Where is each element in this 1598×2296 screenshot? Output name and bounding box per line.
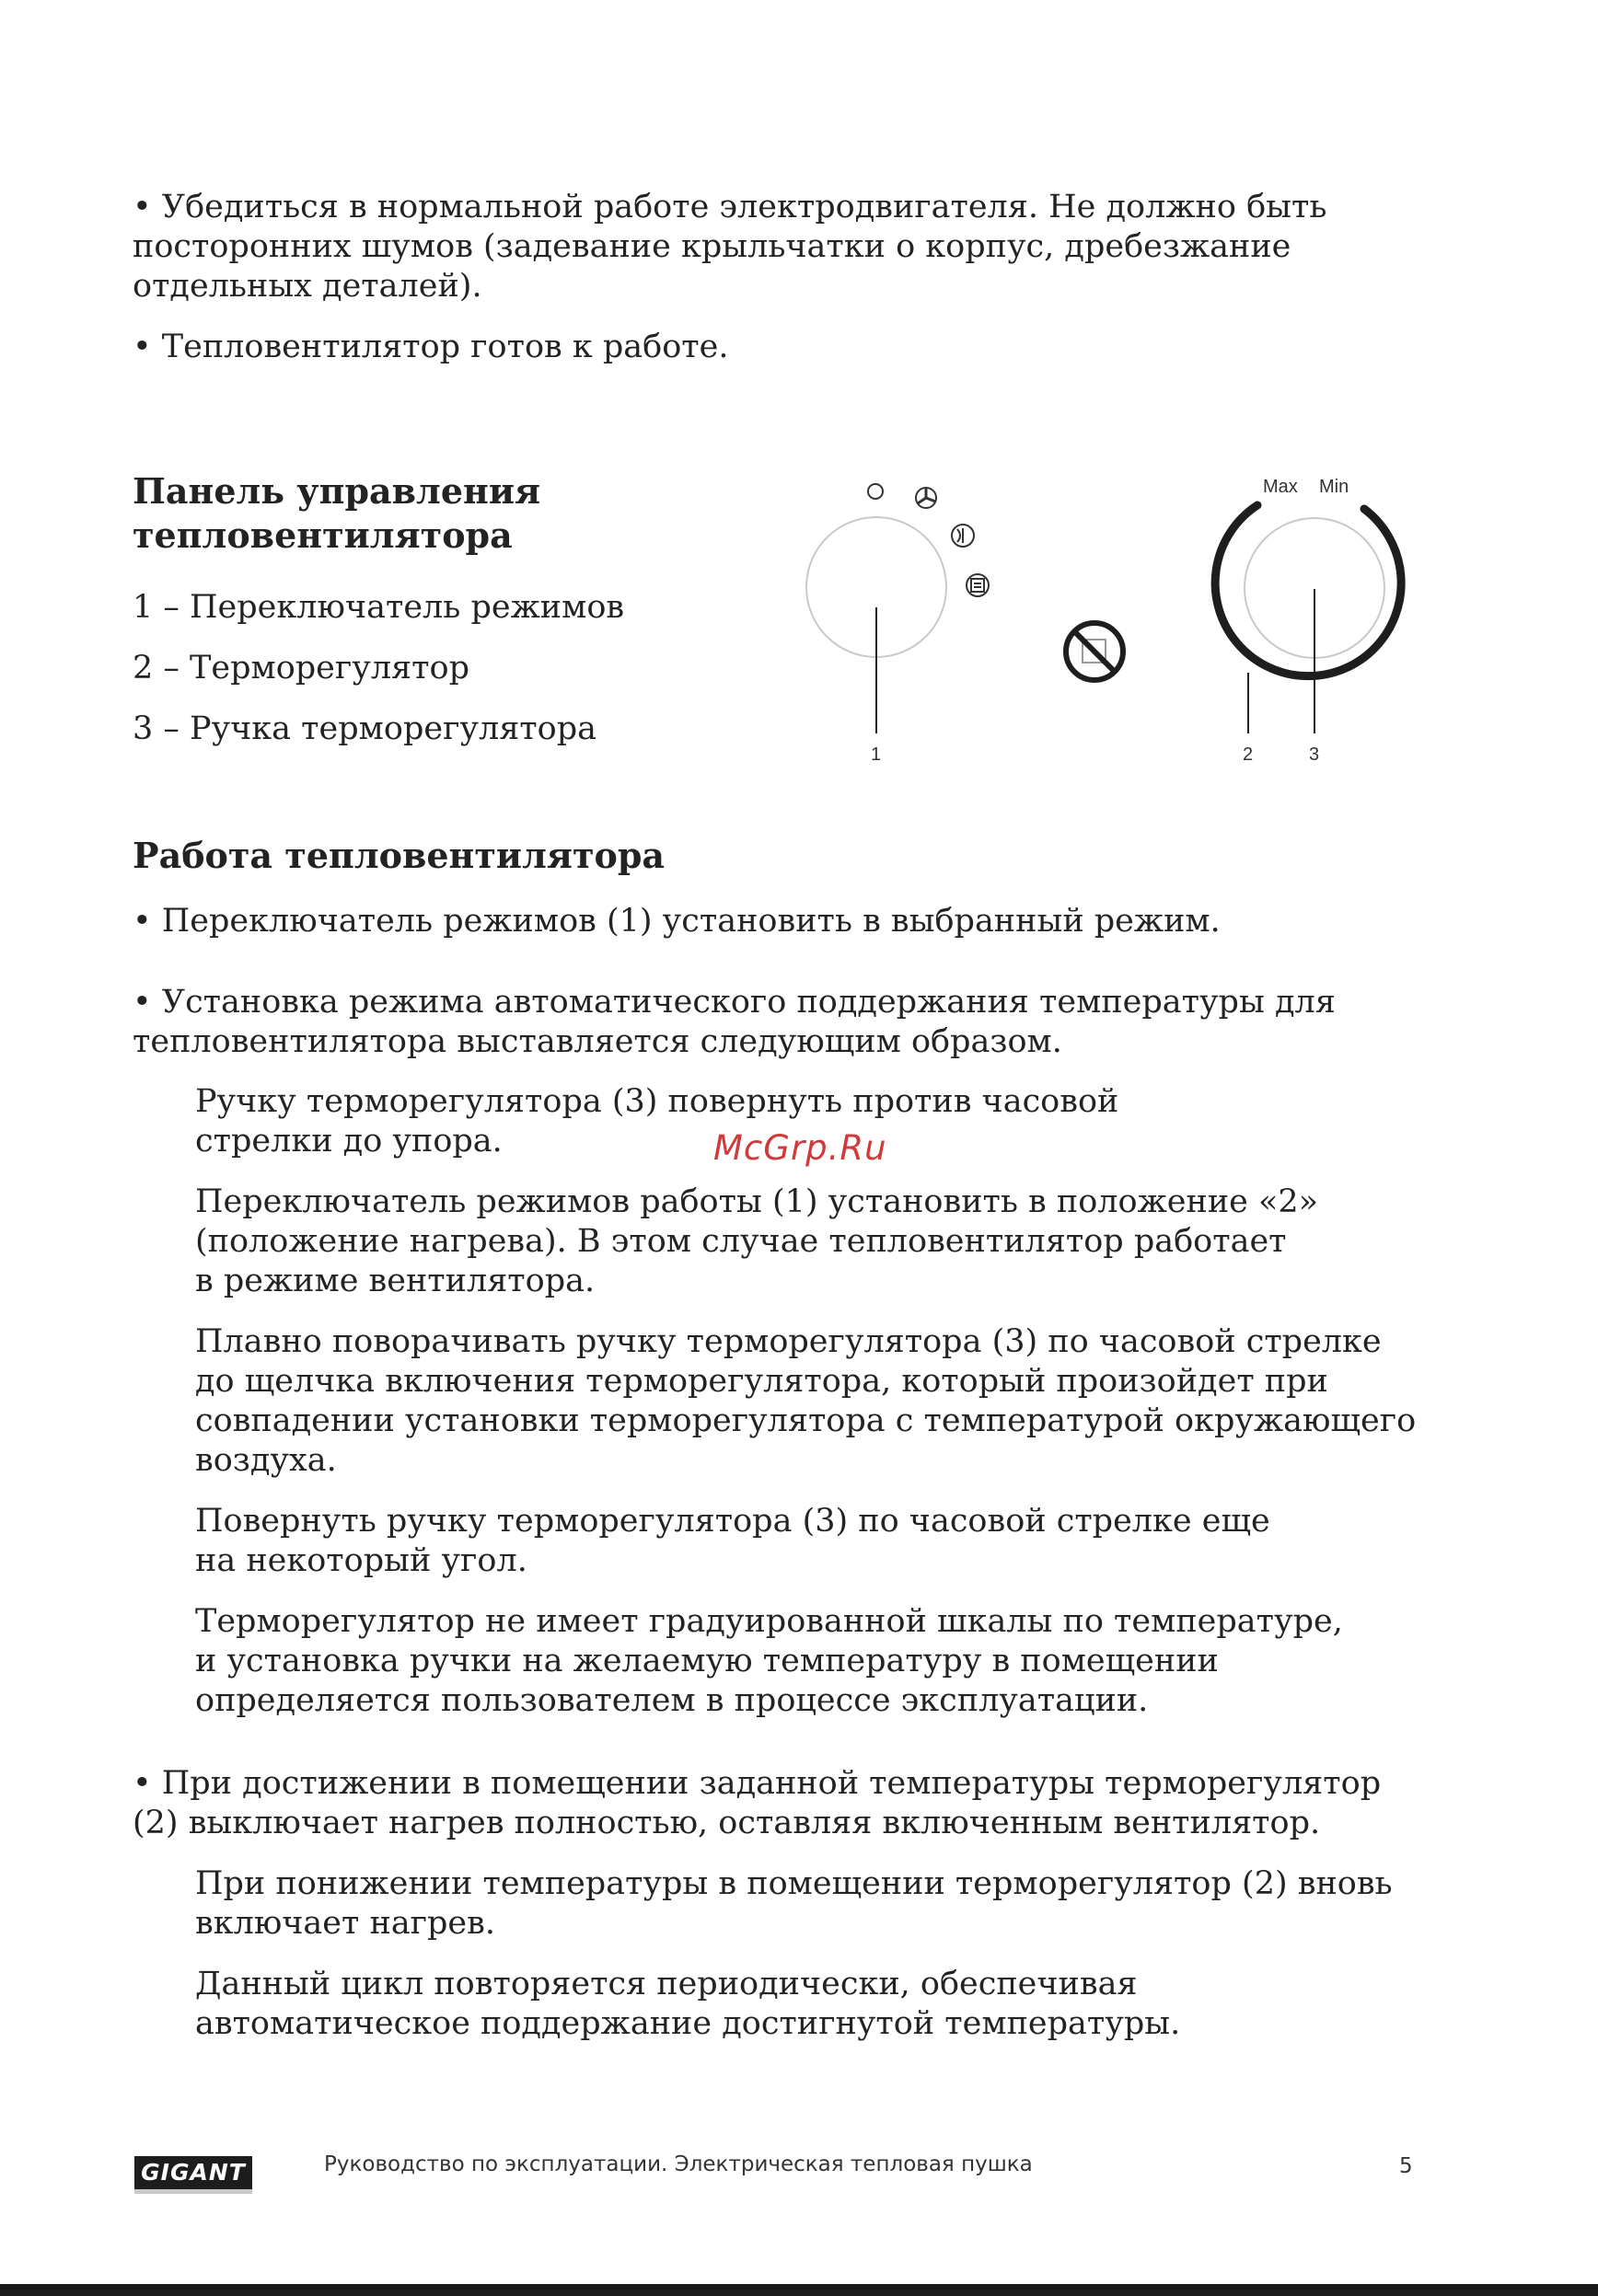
- step-2-line-3: в режиме вентилятора.: [195, 1263, 596, 1299]
- operation-heading: Работа тепловентилятора: [133, 835, 666, 876]
- callout-label-2: 2: [1243, 744, 1254, 765]
- full-heat-mode-icon: [967, 574, 989, 596]
- step-7-line-2: автоматическое поддержание достигнутой температуры.: [195, 2005, 1181, 2042]
- operation-bullet-2-line-2: тепловентилятора выставляется следующим образом.: [133, 1023, 1062, 1060]
- mode-off-icon: [868, 484, 883, 499]
- callout-label-3: 3: [1309, 744, 1320, 765]
- step-3-line-4: воздуха.: [195, 1442, 337, 1479]
- panel-item-3: 3 – Ручка терморегулятора: [133, 710, 597, 747]
- panel-item-1: 1 – Переключатель режимов: [133, 589, 625, 626]
- fan-mode-icon: [916, 488, 936, 508]
- step-5-line-2: и установка ручки на желаемую температуру в помещении: [195, 1643, 1219, 1679]
- step-7-line-1: Данный цикл повторяется периодически, обеспечивая: [195, 1966, 1138, 2002]
- footer-title: Руководство по эксплуатации. Электрическая тепловая пушка: [324, 2152, 1033, 2176]
- step-6-line-2: включает нагрев.: [195, 1905, 495, 1942]
- gigant-logo: GIGANT: [134, 2156, 252, 2194]
- callout-label-1: 1: [871, 744, 882, 765]
- bottom-rule: [0, 2284, 1598, 2296]
- step-6-line-1: При понижении температуры в помещении терморегулятор (2) вновь: [195, 1865, 1393, 1902]
- operation-bullet-2-line-1: • Установка режима автоматического поддержания температуры для: [133, 984, 1336, 1021]
- operation-bullet-1: • Переключатель режимов (1) установить в выбранный режим.: [133, 903, 1221, 940]
- panel-item-2: 2 – Терморегулятор: [133, 650, 469, 686]
- panel-heading-line-2: тепловентилятора: [133, 514, 513, 556]
- step-5-line-1: Терморегулятор не имеет градуированной шкалы по температуре,: [195, 1603, 1343, 1640]
- step-3-line-2: до щелчка включения терморегулятора, который произойдет при: [195, 1363, 1328, 1400]
- step-4-line-2: на некоторый угол.: [195, 1542, 527, 1579]
- thermostat-scale-arc: [1215, 505, 1401, 676]
- half-heat-mode-icon: [952, 525, 974, 547]
- min-label: Min: [1319, 477, 1349, 497]
- operation-bullet-3-line-2: (2) выключает нагрев полностью, оставляя включенным вентилятор.: [133, 1805, 1321, 1841]
- watermark: McGrp.Ru: [713, 1128, 887, 1168]
- step-2-line-2: (положение нагрева). В этом случае тепловентилятор работает: [195, 1223, 1287, 1260]
- max-label: Max: [1263, 477, 1298, 497]
- step-4-line-1: Повернуть ручку терморегулятора (3) по часовой стрелке еще: [195, 1503, 1270, 1540]
- step-2-line-1: Переключатель режимов работы (1) установить в положение «2»: [195, 1183, 1319, 1220]
- step-3-line-1: Плавно поворачивать ручку терморегулятора (3) по часовой стрелке: [195, 1323, 1382, 1360]
- operation-bullet-3-line-1: • При достижении в помещении заданной температуры терморегулятор: [133, 1765, 1382, 1802]
- do-not-cover-icon: [1066, 623, 1123, 680]
- intro-bullet-line-2: посторонних шумов (задевание крыльчатки о корпус, дребезжание: [133, 228, 1291, 265]
- intro-bullet-line-3: отдельных деталей).: [133, 268, 482, 305]
- panel-heading-line-1: Панель управления: [133, 470, 541, 512]
- step-3-line-3: совпадении установки терморегулятора с температурой окружающего: [195, 1402, 1417, 1439]
- page-number: 5: [1399, 2154, 1413, 2178]
- step-5-line-3: определяется пользователем в процессе эксплуатации.: [195, 1682, 1149, 1719]
- intro-bullet-ready: • Тепловентилятор готов к работе.: [133, 329, 729, 365]
- step-1-line-2: стрелки до упора.: [195, 1123, 503, 1160]
- step-1-line-1: Ручку терморегулятора (3) повернуть против часовой: [195, 1083, 1119, 1120]
- control-panel-diagram: [792, 474, 1436, 778]
- intro-bullet-line-1: • Убедиться в нормальной работе электродвигателя. Не должно быть: [133, 189, 1327, 225]
